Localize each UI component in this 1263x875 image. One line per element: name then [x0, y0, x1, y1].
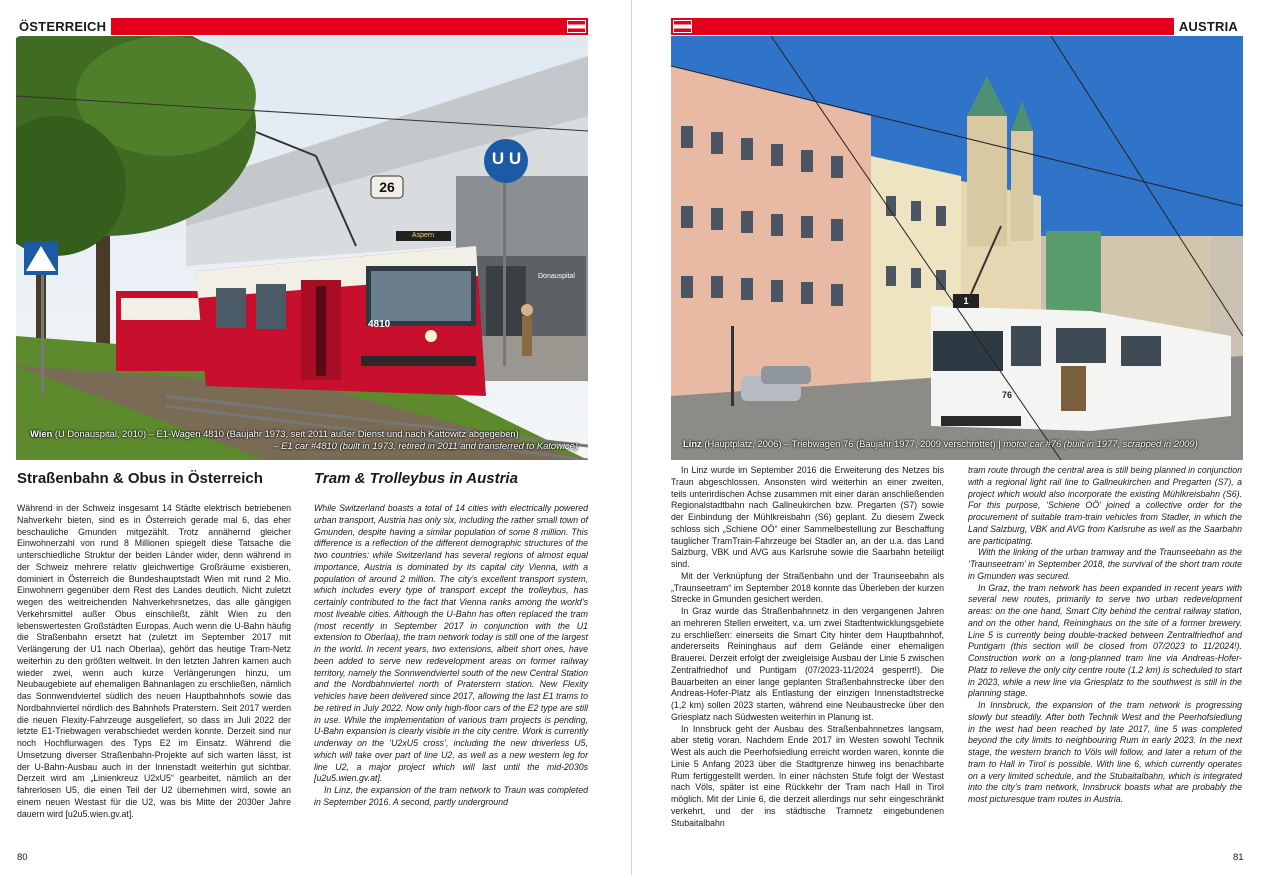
column-english-left — [314, 503, 588, 809]
caption-en: – E1 car #4810 (built in 1973, retired in 2011 and transferred to Katowice) — [273, 440, 578, 451]
column-english-right — [968, 465, 1242, 806]
page-number-left: 80 — [17, 852, 28, 863]
heading-english: Tram & Trolleybus in Austria — [314, 470, 518, 487]
header-left — [16, 18, 588, 35]
page-number-right: 81 — [1233, 852, 1244, 863]
paragraph: In Graz, the tram network has been expanded in recent years with several new routes, primarily to serve two urban redevelopment areas: on the one hand, Smart City behind the central railway station, and on the other hand, Reininghaus on the site of a former brewery. Line 5 is currently being double-tracked between Zentralfriedhof and Puntigam (this section will be closed from 07/2023 to 11/2024!). Construction work on a long-planned tram line via Andreas-Hofer-Platz to relieve the only city centre route (1.2 km) is scheduled to start in 2023, while a new line via Griesplatz to the southwest is still in the planning stage. — [968, 582, 1242, 699]
header-left-label: ÖSTERREICH — [16, 18, 111, 35]
paragraph: Während in der Schweiz insgesamt 14 Städte elektrisch betriebenen Nahverkehr bieten, sind es in Österreich gerade mal 6, das eher beschauliche Gmunden mitgezählt. Trotz annähernd gleicher Einwohnerzahl von rund 8 Millionen spiegelt diese Tatsache die unterschiedliche Struktur der beiden Länder wider, denn während in der Schweiz mehrere relativ gleichwertige Großräume existieren, dominiert in Österreich die Bundeshauptstadt Wien mit rund 2 Mio. Einwohnern gegenüber dem Rest des Landes deutlich. Nicht zuletzt wegen des weitreichenden Nahverkehrsnetzes, das alle gängigen Verkehrsmittel außer Obus einschließt, zählt Wien zu den lebenswertesten Großstädten Europas. Auch wenn die U-Bahn häufig die Straßenbahn ersetzt hat (zuletzt im September 2017 mit Verlängerung der U1 nach Oberlaa), gehört das heutige Tram-Netz weiterhin zu den größten weltweit. In den letzten Jahren kamen auch wieder zwei, wenn auch kurze Verlängerungen hinzu, um Neubaugebiete auf ehemaligen Bahnanlagen zu erschließen, nämlich das Sonnwendviertel südlich des neuen Hauptbahnhofs sowie das Nordbahnviertel nördlich des Bahnhofs Praterstern. Seit 2017 werden die neuen Flexity-Fahrzeuge ausgeliefert, so dass im Juli 2022 der letzte E1-Triebwagen verabschiedet werden konnte. Derzeit sind nur noch Hochflurwagen des Typs E2 im Einsatz. Während die Umsetzung diverser Straßenbahn-Projekte auf sich warten lässt, ist der U-Bahn-Ausbau auch in der Innenstadt weiterhin gut sichtbar. Derzeit wird am „Linienkreuz U2xU5“ gearbeitet, nämlich an der fahrerlosen U5, die einen Teil der U2 übernehmen wird, sowie an einem neuen Westast für die U2, was bis Mitte der 2030er Jahre dauern wird [u2u5.wien.gv.at]. — [17, 503, 291, 819]
vienna-tram-illustration — [16, 36, 588, 460]
austria-flag-icon — [673, 20, 692, 33]
caption-city: Linz — [683, 438, 702, 449]
caption-city: Wien — [30, 428, 53, 439]
paragraph: In Innsbruck, the expansion of the tram network is progressing slowly but steadily. After both Technik West and the Peerhofsiedlung in the west had been reached by late 2017, line 5 was completed beyond the city limits to neighbouring Rum in early 2023. In the next stage, the western branch to Völs will follow, and later a return of the tram to Hall in Tirol is possible. With line 6, which currently operates on a very limited schedule, and the Stubaitalbahn, which is integrated into the city’s tram network, Innsbruck boasts what are probably the most picturesque tram routes in Austria. — [968, 700, 1242, 804]
tram-fleet-number: 76 — [1002, 390, 1013, 400]
caption-de: (U Donauspital, 2010) – E1-Wagen 4810 (Baujahr 1973, seit 2011 außer Dienst und nach Kattowitz abgegeben) — [52, 428, 519, 439]
paragraph: In Linz, the expansion of the tram network to Traun was completed in September 2016. A second, partly underground — [314, 785, 588, 807]
tram-fleet-number: 4810 — [368, 319, 391, 330]
header-right-label: AUSTRIA — [1174, 18, 1243, 35]
tram-destination-sign: Aspern — [411, 232, 435, 239]
paragraph: In Innsbruck geht der Ausbau des Straßenbahnnetzes langsam, aber stetig voran. Nachdem Ende 2017 im Westen sowohl Technik West als auch die Peerhofsiedlung erreicht worden waren, konnte die Linie 5 Anfang 2023 über die Stadtgrenze hinweg ins benachbarte Rum fertiggestellt werden. In einer nächsten Stufe folgt der Westast nach Völs, später ist eine Rückkehr der Tram nach Hall in Tirol möglich. Mit der Linie 6, die derzeit allerdings nur sehr eingeschränkt verkehrt, und der ins städtische Tramnetz eingebundenen Stubaitalbahn — [671, 723, 944, 828]
paragraph: With the linking of the urban tramway and the Traunseebahn as the ‘Traunseetram’ in September 2018, the survival of the short tram route in Gmunden was secured. — [968, 547, 1242, 581]
photo-linz-tram — [671, 36, 1243, 460]
photo-caption-left — [30, 428, 578, 452]
station-label: Donauspital — [538, 273, 575, 280]
caption-en: motor car #76 (built in 1977, scrapped in 2009) — [1003, 438, 1198, 449]
paragraph: While Switzerland boasts a total of 14 cities with electrically powered urban transport, Austria has only six, including the rather small town of Gmunden, despite having a similar population of some 8 million. This difference is a reflection of the different demographic structures of the two countries: while Switzerland has several regions of almost equal importance, Austria is dominated by its capital city Vienna, with a population of around 2 million. The city’s excellent transport system, which includes every type of transport except the trolleybus, has certainly contributed to the fact that Vienna ranks among the world’s most liveable cities. Although the U-Bahn has often replaced the tram (most recently in September 2017 in conjunction with the U1 extension to Oberlaa), the tram network today is still one of the largest in the world. In recent years, two extensions, albeit short ones, have been added to serve new redevelopment areas on former railway territory, namely the Sonnwendviertel south of the new Central Station and the Nordbahnviertel north of Praterstern station. New Flexity vehicles have been delivered since 2017, allowing the last E1 trams to be retired in July 2022. Now only high-floor cars of the E2 type are still in use. While the implementation of various tram projects is pending, U-Bahn expansion is clearly visible in the city centre. Work is currently underway on the ‘U2xU5 cross’, including the new driverless U5, which will take over part of line U2, as well as a new western leg for line U2, a major project which will last until the mid-2030s [u2u5.wien.gv.at]. — [314, 503, 588, 784]
photo-caption-right — [683, 438, 1233, 450]
paragraph: In Linz wurde im September 2016 die Erweiterung des Netzes bis Traun abgeschlossen. Ansonsten wird weiterhin an einer zweiten, teils unterirdischen Achse zusammen mit einer daran anschließenden Regionalstadtbahn nach Gallneukirchen bzw. Pregarten (S7) sowie der Einbindung der Mühlkreisbahn (S6) geplant. Zu diesem Zweck schloss sich „Schiene OÖ“ einer Sammelbestellung zur Beschaffung tauglicher TramTrain-Fahrzeuge bei Stadler an, an der u.a. das Land Salzburg, VBK und AVG aus Karlsruhe sowie die Saarbahn beteiligt sind. — [671, 465, 944, 569]
paragraph: tram route through the central area is still being planned in conjunction with a regional light rail line to Gallneukirchen and Pregarten (S7), a project which would also incorporate the existing Mühlkreisbahn (S6). For this purpose, ‘Schiene OÖ’ joined a collective order for the procurement of suitable tram-train vehicles from Stadler, in which the Land Salzburg, VBK and AVG from Karlsruhe as well as the Saarbahn are participating. — [968, 465, 1242, 546]
photo-vienna-tram — [16, 36, 588, 460]
tram-route-number: 26 — [379, 179, 395, 195]
header-right — [671, 18, 1243, 35]
tram-route-number: 1 — [963, 296, 969, 306]
linz-tram-illustration — [671, 36, 1243, 460]
page-spine — [631, 0, 632, 875]
caption-de: (Hauptplatz, 2006) – Triebwagen 76 (Baujahr 1977, 2009 verschrottet) | — [701, 438, 1004, 449]
u-sign-text: U U — [491, 149, 522, 168]
paragraph: Mit der Verknüpfung der Straßenbahn und der Traunseebahn als „Traunseetram“ im September 2018 konnte das Überleben der kurzen Strecke in Gmunden gesichert werden. — [671, 570, 944, 605]
heading-german: Straßenbahn & Obus in Österreich — [17, 470, 263, 487]
column-german-right — [671, 465, 944, 829]
paragraph: In Graz wurde das Straßenbahnnetz in den vergangenen Jahren an mehreren Stellen erweitert, v.a. um zwei Stadtentwicklungsgebiete zu erschließen: einerseits die Smart City hinter dem Hauptbahnhof, andererseits Reininghaus auf dem Gelände einer ehemaligen Brauerei. Derzeit erfolgt der zweigleisige Ausbau der Linie 5 zwischen Zentralfriedhof und Puntigam (07/2023-11/2024 gesperrt!). Die Bauarbeiten an einer lange geplanten Straßenbahnstrecke über den Andreas-Hofer-Platz als Entlastung der einzigen Innenstadtstrecke (1,2 km) sollen 2023 starten, während eine Neubaustrecke über den Griesplatz nach Südwesten weiterhin in Planung ist. — [671, 606, 944, 722]
austria-flag-icon — [567, 20, 586, 33]
column-german-left — [17, 503, 291, 820]
